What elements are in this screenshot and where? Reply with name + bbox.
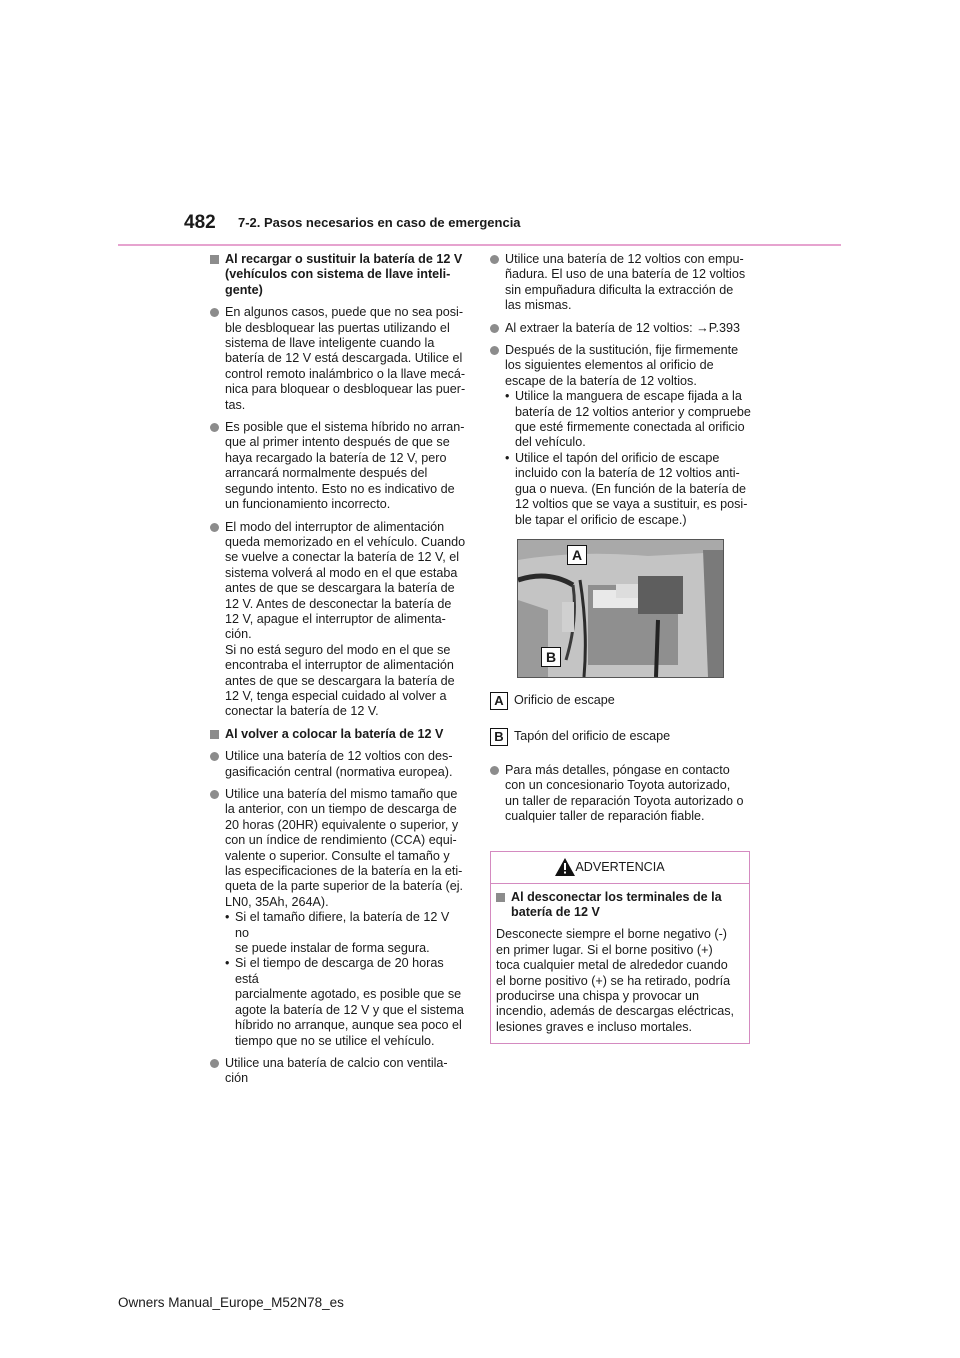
- battery-exhaust-photo: [517, 539, 724, 678]
- text-line: las mismas.: [505, 298, 572, 313]
- text-line: Después de la sustitución, fije firmemente: [505, 343, 739, 358]
- text-line: antes de que se descargara la batería de: [225, 673, 455, 688]
- bullet-power-switch-mode: [210, 520, 466, 720]
- text-line: batería de 12 V está descargada. Utilice el: [225, 351, 463, 366]
- bullet-contact-dealer: [490, 763, 752, 825]
- text-line: 12 V, apague el interruptor de alimenta-: [225, 611, 446, 626]
- text-line: la anterior, con un tiempo de descarga de: [225, 802, 457, 817]
- photo-label-b: B: [541, 647, 561, 667]
- round-bullet-icon: [210, 308, 219, 317]
- bullet-remove-battery: [490, 321, 752, 336]
- text-line: Al desconectar los terminales de la: [511, 889, 722, 904]
- text-line: escape de la batería de 12 voltios.: [505, 373, 697, 388]
- text-line: lesiones graves e incluso mortales.: [496, 1019, 692, 1034]
- text-line: 12 voltios que se vaya a sustituir, es posi-: [515, 497, 748, 512]
- text-line: con un índice de rendimiento (CCA) equi-: [225, 833, 457, 848]
- text-line: • Utilice la manguera de escape fijada a la: [515, 389, 742, 404]
- warning-content: [491, 884, 749, 1044]
- text-line: se puede instalar de forma segura.: [235, 941, 430, 956]
- text-line: Al recargar o sustituir la batería de 12 V: [225, 252, 463, 266]
- header-divider: [118, 244, 841, 246]
- bullet-calcium-battery: [210, 1056, 466, 1087]
- text-line: (vehículos con sistema de llave inteli-: [225, 267, 451, 282]
- text-line: tas.: [225, 397, 246, 412]
- round-bullet-icon: [210, 523, 219, 532]
- text-line: sistema de llave inteligente cuando la: [225, 336, 435, 351]
- text-line: un taller de reparación Toyota autorizado o: [505, 793, 744, 808]
- text-line: • Si el tamaño difiere, la batería de 12 V no: [235, 910, 450, 940]
- warning-title: ADVERTENCIA: [575, 859, 665, 874]
- text-line: haya recargado la batería de 12 V, pero: [225, 450, 447, 465]
- text-line: gasificación central (normativa europea).: [225, 764, 453, 779]
- footer-manual-id: Owners Manual_Europe_M52N78_es: [118, 1295, 344, 1310]
- text-line: queta de la parte superior de la batería (ej.: [225, 879, 464, 894]
- bullet-after-replacement: [490, 343, 752, 528]
- text-line: arrancará normalmente después del: [225, 466, 428, 481]
- text-line: Es posible que el sistema híbrido no arran-: [225, 420, 465, 435]
- bullet-unlock-doors: [210, 305, 466, 413]
- text-line: un funcionamiento incorrecto.: [225, 497, 391, 512]
- text-line: ble desbloquear las puertas utilizando el: [225, 320, 450, 335]
- text-line: batería de 12 V: [511, 904, 600, 919]
- text-line: Utilice una batería de 12 voltios con empu-: [505, 252, 744, 266]
- sub-bullet-discharge: [225, 956, 466, 1048]
- warning-triangle-icon: [555, 858, 575, 876]
- text-line: Desconecte siempre el borne negativo (-): [496, 927, 727, 942]
- text-line: Utilice una batería de 12 voltios con des-: [225, 749, 453, 764]
- text-line: Para más detalles, póngase en contacto: [505, 762, 730, 777]
- text-line: 12 V. Antes de desconectar la batería de: [225, 596, 452, 611]
- text-line: encontraba el interruptor de alimentación: [225, 658, 454, 673]
- text-line: ñadura. El uso de una batería de 12 voltios: [505, 267, 746, 282]
- text-line: queda memorizado en el vehículo. Cuando: [225, 534, 466, 549]
- text-line: híbrido no arranque, aunque sea poco el: [235, 1018, 462, 1033]
- page-number: 482: [184, 212, 216, 233]
- warning-body-text: [496, 927, 744, 1035]
- text-line: producirse una chispa y provocar un: [496, 988, 700, 1003]
- text-line: LN0, 35Ah, 264A).: [225, 894, 329, 909]
- legend-key-a: A: [490, 692, 508, 710]
- text-line: ción.: [225, 627, 252, 642]
- text-line: 12 V, tenga especial cuidado al volver a: [225, 688, 447, 703]
- heading-replace-battery: [210, 727, 466, 742]
- photo-label-a: A: [567, 545, 587, 565]
- text-line: conectar la batería de 12 V.: [225, 704, 379, 719]
- bullet-battery-handle: [490, 252, 752, 314]
- text-line: las especificaciones de la batería en la eti-: [225, 864, 463, 879]
- bullet-central-degassing: [210, 749, 466, 780]
- text-line: nica para bloquear o desbloquear las puer-: [225, 382, 466, 397]
- text-line: toca cualquier metal de alrededor cuando: [496, 958, 728, 973]
- text-line: • Utilice el tapón del orificio de escape: [515, 450, 720, 465]
- legend-key-b: B: [490, 728, 508, 746]
- text-line: El modo del interruptor de alimentación: [225, 519, 445, 534]
- text-line: Utilice una batería de calcio con ventila-: [225, 1055, 448, 1070]
- round-bullet-icon: [210, 1059, 219, 1068]
- heading-recharge-battery: [210, 252, 466, 298]
- text-line: parcialmente agotado, es posible que se: [235, 987, 462, 1002]
- text-line: tiempo que no se utilice el vehículo.: [235, 1033, 435, 1048]
- text-line: cualquier taller de reparación fiable.: [505, 809, 705, 824]
- text-line: Utilice una batería del mismo tamaño que: [225, 787, 458, 801]
- sub-bullet-exhaust-plug: [505, 451, 752, 528]
- round-bullet-icon: [210, 752, 219, 761]
- text-line: que esté firmemente conectada al orificio: [515, 420, 745, 435]
- text-line: incendio, además de descargas eléctricas,: [496, 1004, 735, 1019]
- text-line: Al volver a colocar la batería de 12 V: [225, 726, 444, 741]
- text-line: segundo intento. Esto no es indicativo de: [225, 481, 455, 496]
- round-bullet-icon: [490, 324, 499, 333]
- legend-text-b: Tapón del orificio de escape: [514, 728, 671, 743]
- text-line: del vehículo.: [515, 435, 586, 450]
- text-line: que al primer intento después de que se: [225, 435, 450, 450]
- right-column: [490, 252, 752, 1044]
- round-bullet-icon: [210, 423, 219, 432]
- square-bullet-icon: [496, 893, 505, 902]
- text-line: ción: [225, 1071, 249, 1086]
- round-bullet-icon: [490, 346, 499, 355]
- warning-box: [490, 851, 750, 1045]
- legend-text-a: Orificio de escape: [514, 692, 615, 707]
- text-line: • Si el tiempo de descarga de 20 horas está: [235, 956, 444, 986]
- text-line: batería de 12 voltios anterior y compruebe: [515, 404, 751, 419]
- text-line: con un concesionario Toyota autorizado,: [505, 778, 731, 793]
- round-bullet-icon: [490, 766, 499, 775]
- square-bullet-icon: [210, 730, 219, 739]
- bullet-hybrid-start: [210, 420, 466, 512]
- sub-bullet-exhaust-hose: [505, 389, 752, 451]
- text-line: Al extraer la batería de 12 voltios: →P.393: [505, 320, 740, 335]
- round-bullet-icon: [490, 255, 499, 264]
- text-line: los siguientes elementos al orificio de: [505, 358, 714, 373]
- text-line: en primer lugar. Si el borne positivo (+): [496, 942, 713, 957]
- legend-exhaust-hole: [490, 692, 752, 710]
- text-line: control remoto inalámbrico o la llave mecá-: [225, 366, 466, 381]
- warning-heading: [496, 890, 744, 921]
- bullet-same-size-battery: [210, 787, 466, 1049]
- left-column: [210, 252, 466, 1094]
- text-line: sin empuñadura dificulta la extracción de: [505, 282, 734, 297]
- warning-header: [491, 852, 749, 884]
- text-line: agote la batería de 12 V y que el sistema: [235, 1002, 464, 1017]
- text-line: ble tapar el orificio de escape.): [515, 512, 687, 527]
- text-line: antes de que se descargara la batería de: [225, 581, 455, 596]
- sub-bullet-size: [225, 910, 466, 956]
- text-line: Si no está seguro del modo en el que se: [225, 642, 451, 657]
- square-bullet-icon: [210, 255, 219, 264]
- text-line: incluido con la batería de 12 voltios anti-: [515, 466, 740, 481]
- text-line: el borne positivo (+) se ha retirado, podría: [496, 973, 731, 988]
- text-line: En algunos casos, puede que no sea posi-: [225, 305, 464, 320]
- round-bullet-icon: [210, 790, 219, 799]
- text-line: sistema volverá al modo en el que estaba: [225, 565, 458, 580]
- text-line: 20 horas (20HR) equivalente o superior, y: [225, 817, 459, 832]
- text-line: se vuelve a conectar la batería de 12 V, el: [225, 550, 460, 565]
- text-line: valente o superior. Consulte el tamaño y: [225, 848, 450, 863]
- section-title: 7-2. Pasos necesarios en caso de emergencia: [238, 215, 521, 230]
- text-line: gente): [225, 282, 263, 297]
- legend-exhaust-plug: [490, 728, 752, 746]
- text-line: gua o nueva. (En función de la batería de: [515, 481, 747, 496]
